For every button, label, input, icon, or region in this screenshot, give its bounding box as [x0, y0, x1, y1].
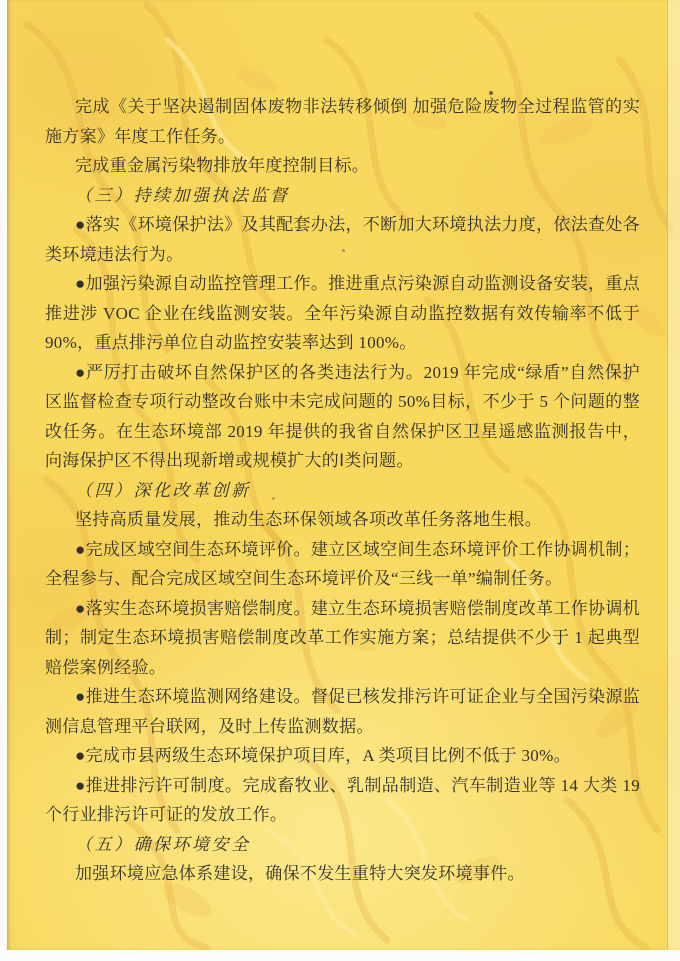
bullet-item: ●落实《环境保护法》及其配套办法，不断加大环境执法力度，依法查处各类环境违法行为。	[45, 215, 640, 264]
paragraph: 完成重金属污染物排放年度控制目标。	[75, 156, 370, 175]
paper-sheet	[7, 0, 680, 950]
bullet-item: ●完成区域空间生态环境评价。建立区域空间生态环境评价工作协调机制；全程参与、配合完成区域空间生态环境评价及“三线一单”编制任务。	[45, 539, 640, 588]
paragraph: 坚持高质量发展，推动生态环保领域各项改革任务落地生根。	[75, 510, 543, 529]
section-heading: （五）确保环境安全	[75, 834, 251, 854]
paragraph: 完成《关于坚决遏制固体废物非法转移倾倒 加强危险废物全过程监管的实施方案》年度工作任务。	[45, 97, 640, 146]
bullet-item: ●加强污染源自动监控管理工作。推进重点污染源自动监测设备安装，重点推进涉 VOC 企业在线监测安装。全年污染源自动监控数据有效传输率不低于 90%，重点排污单位自动监控安装率达到 100%。	[45, 274, 640, 352]
section-heading: （四）深化改革创新	[75, 480, 251, 500]
section-heading: （三）持续加强执法监督	[75, 185, 290, 205]
paragraph: 加强环境应急体系建设，确保不发生重特大突发环境事件。	[75, 864, 525, 883]
bullet-item: ●完成市县两级生态环境保护项目库，A 类项目比例不低于 30%。	[75, 746, 571, 765]
bullet-item: ●推进排污许可制度。完成畜牧业、乳制品制造、汽车制造业等 14 大类 19 个行业排污许可证的发放工作。	[45, 775, 640, 824]
document-text	[7, 0, 680, 889]
bullet-item: ●推进生态环境监测网络建设。督促已核发排污许可证企业与全国污染源监测信息管理平台联网，及时上传监测数据。	[45, 687, 640, 736]
bullet-item: ●严厉打击破坏自然保护区的各类违法行为。2019 年完成“绿盾”自然保护区监督检查专项行动整改台账中未完成问题的 50%目标，不少于 5 个问题的整改任务。在生态环境部 2019 年提供的我省自然保护区卫星遥感监测报告中，向海保护区不得出现新增或规模扩大的Ⅰ类问题。	[45, 362, 640, 470]
bullet-item: ●落实生态环境损害赔偿制度。建立生态环境损害赔偿制度改革工作协调机制；制定生态环境损害赔偿制度改革工作实施方案；总结提供不少于 1 起典型赔偿案例经验。	[45, 598, 640, 677]
